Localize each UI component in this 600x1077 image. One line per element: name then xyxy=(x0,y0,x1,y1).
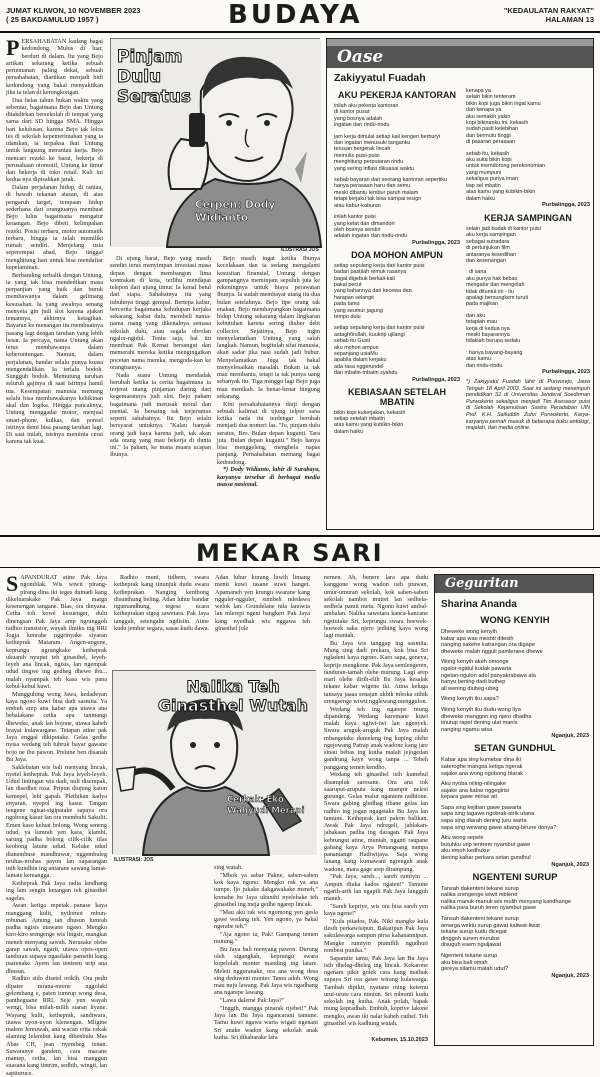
mekar-paragraph: Radhio muni, tidhem, swara ketheprak kang tinunjuk dudu swara ketheprakan. Nanging kenthong disunthung beling. Adan luhur bandar ngumandhung, tegese ncara ketheprakan sigeg sawetara. Pak Jaya tanggah, setengahe ngdisiin. Atine kudu jembar segara, sasae kudu dawa. Adan luhur kurang luwih limang menit kuwi rasane suwe banget. Apamaneh yen krungu swarane kang ngguler-ngguler, sumbeh ndedawa welok lan. Grundelane nila lanowia lan mlerepi ngeni bangkeri Pak Jaya kang nyedhak wis nggawa teh ginasthel jole xyxy=(114,574,310,632)
poem-line: setiap setelah mbatin xyxy=(334,416,385,423)
mekar-sari-title: MEKAR SARI xyxy=(196,539,384,567)
poem-line: apalagi bersungkem turuti xyxy=(466,294,529,301)
poem-line: selain bikin tenteram xyxy=(466,94,516,101)
poem-line: dalam haiku xyxy=(466,195,496,202)
poem-title: KERJA SAMPINGAN xyxy=(484,212,572,223)
mekar-paragraph: "Aja ngono ta, Pak! Gampang temen mutung." xyxy=(214,930,318,945)
poem-line: di pertunjukan film xyxy=(466,245,510,252)
poem-line: aku mohon ampun xyxy=(334,344,379,351)
poem-line: jam kerja dimulai setiap kali kengen berburyi xyxy=(334,133,441,140)
poem-signature: Purbalingga, 2023 xyxy=(412,239,460,246)
poem-line: disuguh esem nguljawat xyxy=(441,942,502,949)
poem-line: hanya perasaan haru dan semu xyxy=(334,183,411,190)
masthead-date: JUMAT KLIWON, 10 NOVEMBER 2023 xyxy=(6,6,141,15)
poem-line: atas kamu xyxy=(466,356,491,363)
cerpen-paragraph: Bejo masih ingat ketika Ibunya kecelakaan dan ia sedang mengalami kesusitan finansial, Untung dengan gampangnya meminjam sepuluh juta ke rekeningnya untuk biaya perawatan Ibunya. Ia sudah membayar utang itu dua bulan setelahnya. Bejo tipe orang tak enakan. Bejo membayangkan bagaimana hidup Untung sekarang dalam lingkaran kebutuhan karena sering diuber debt collector. Sejatinya, Bejo ingin menyelamatkan Untung yang salah langkah. Namun, begitulah sifat manusia, akan sadar jika nasi sudah jadi bubur. Menyelamatkan Juga tak bakal menyelesaikan masalah. Bukan ia tak mau membantu, tetapi ia tak punya uang sebanyak itu. Tiga minggu lagi Bejo juga mau menikah. Ia benar-benar bingung sekarang. xyxy=(217,255,320,400)
poem-line: di kantor pusat xyxy=(334,109,370,116)
cerpen-illustrator-credit: ILUSTRASI JOS xyxy=(281,247,319,253)
poem-line: sebab bayaran dari seorang kantoran sepertiku xyxy=(334,177,447,184)
poem-line: dan aku xyxy=(466,312,486,319)
poem-line: tempo dulu xyxy=(334,313,361,320)
poem-line: menghitung perputaran rindu xyxy=(334,159,404,166)
mekar-paragraph: "Sareh kepriye, wis ora bisa sareh yen kaya ngene!" xyxy=(324,902,428,917)
poem-line: nanging sakehe katrangan ora digape xyxy=(441,642,535,649)
mekar-paragraph: Bu Jaya wis tanggap ing sasmita. Mung sing dadi prekara, kok bisa Sri ngladeni kaya ngono. Karo sapa, geneya, keprije mengkone. Pak Jaya semlengeren, tanduran-tamah olehe murung. Lagi arep marl olehe dirih-elih Bu Jaya kesalak tekane kabar wigene iki. Atina keluga tansaya jaaaa senajan ukbik mboka sithik erengsenge wiwit ngglewang menggulon. xyxy=(324,639,428,705)
poem-line: tidak dituntut ini - itu xyxy=(466,288,514,295)
poem-line: Sapa sing kejiban gawe pawarta xyxy=(441,804,522,811)
cerpen-paragraph: Dalam perjalanan hidup, di rantau, di bawah tekanan atasan, di atas pengaruh target, tempaan hidup sederhana dari orangtuanya membuat Bejo lulus bagaimana mengatur keuangan. Bejo dibeti kelimpahan rezeki. Posisi terbaru, motor automatik terbaru, hingga ia telah memiliki rumah sendiri. Menjelang usia seperempat abad, Bejo tinggal menghitung hari untuk bisa mendaftar kepelaminan. xyxy=(6,184,103,271)
poem-line: atau kabur-kaburan xyxy=(334,202,381,209)
poem-line: dan kenapa ya xyxy=(466,107,502,114)
poem-line: bikin kopi kukerjakan, kekasih xyxy=(334,409,406,416)
poem-line: Dheweke wong kenyih xyxy=(441,629,497,635)
mekar-drop-cap: S xyxy=(6,571,19,596)
poem-title: AKU PEKERJA KANTORAN xyxy=(337,90,456,100)
mekar-rule-bottom xyxy=(0,567,600,568)
poem-line: dan kesenangan xyxy=(466,257,506,264)
masthead-paper: "KEDAULATAN RAKYAT" xyxy=(503,6,594,15)
poem-line: tidaklah berupa sedalu xyxy=(466,338,521,345)
poem-line: Wong kenyih iku sapa? xyxy=(441,696,499,703)
oase-column-right xyxy=(466,88,590,432)
masthead-paper-block xyxy=(504,6,594,25)
poem-line: sudah pasti kelebihan xyxy=(466,126,519,133)
mekar-title: Nalika Teh Ginasthel Wutah xyxy=(157,677,309,715)
oase-poet-name: Zakiyyatul Fuadah xyxy=(334,72,426,84)
poem-line: terusan bergerak lincah xyxy=(334,146,391,153)
poem-line: atas kamu yang kubikin-bikin xyxy=(334,422,404,429)
poem-line: pada tamu xyxy=(334,301,360,308)
poem-signature: Purbalingga, 2023 xyxy=(542,369,590,376)
poem-line: yang bosnya adalah xyxy=(334,115,383,122)
poem-line: mengatur dan mengolah xyxy=(466,282,525,289)
poem-line: yang seumur jagung xyxy=(334,307,383,314)
poem-line: Aku nyoba niling-nilingake xyxy=(441,781,506,788)
poem-line: sapa sing wewang gawe abang-birune donya? xyxy=(441,824,557,831)
poem-line: setiap sepulang kerja dari kantor puisi xyxy=(334,262,425,269)
cerpen-drop-cap: P xyxy=(6,35,20,60)
mekar-paragraph: Bu Jaya bali menyang pawon. Durung oleh sigangkah, keprungu swara kopelolah monter manding ing latare. Meleti ngguranake, ora ana wong desa sing deduweni monter. Tamu adoh. Wong mau nuju lawang. Pak Jaya wis ngadhang ana ngarepe lawang. xyxy=(214,945,318,997)
poem-line: Tansah dakenteni tekane surup xyxy=(441,885,519,892)
poem-line: Tansah dakenteni tekane surup xyxy=(441,916,519,922)
geguritan-poet-name: Sharina Ananda xyxy=(441,599,517,610)
poem-line: Wong kenyih akeh omonge xyxy=(441,659,509,666)
poem-line: ngetan-ngulon adol panyakrabawa ala xyxy=(441,672,536,679)
mekar-paragraph: Awan ketiga mpetak panase kaya manggang kulit, nyilomot mbun-mbunan. Amung tan dhusun lumrah padha ngisis utawane ngaso. Mengko kiro-kiro srengenge wis lingsir, mangkat meneh menyang sawah. Nerusake olehe garap sawah, ngarit, utawa opos-open tanduran supaya ngasilake pamethi kang marenake. Ayem lan tentrem urip ana dhusun. xyxy=(6,902,107,975)
poem-title: SETAN GUNDHUL xyxy=(474,743,556,755)
poem-line: yang ketat dan dimandori xyxy=(334,220,395,227)
mekar-paragraph: "Lawa dalemé Pak Jaya?" xyxy=(220,997,285,1004)
poem-line: antaranya kesedihan xyxy=(466,251,517,258)
cerpen-byline: Cerpen: Dody Widianto xyxy=(195,199,276,224)
poem-line: yang bahannya dari kecewa dan xyxy=(334,288,412,295)
cerpen-title: Pinjam Dulu Seratus xyxy=(117,47,191,107)
cerpen-paragraph: Berbanding terbalik dengan Untung, ia yang tak bisa mendedikan masa perpanjian yang baik dan buruk membawanya dalam gelimang kesusahan. Ia yang awalnya senang menyeta gin judi slot karena ajakan temannya, akhirnya ketagihan. Bayaran ke menangan itu membuatnya pasang lagi dengan taruhan yang lebih besar. Ia percaya, nama Untung akan terus membawanya dalam keberuntungan. Namun, dalam perjalanan, bandar selalu punya kuasa mengendalikan. Ia terlalu bodoh. Sungguh bodoh. Memutung taruhan seluruh gajinya di saat istrinya hamil tua. Kesempatan manusia memang selalu bisa membawakanya kebikinan akal dan logika. Hingga puncaknya, Untung menggadai motor, menjual smart-phone, kulkas, dan ponsel istrinya demi bisa pasang taruhan lagi. Di saat inilah, istrinya meminta cerai karena tak kuat. xyxy=(6,271,103,446)
poem-line: sekaligus punya iman xyxy=(466,176,518,183)
poem-line: astaghfirullah, kuukrip ujilangi xyxy=(334,331,405,338)
section-title: BUDAYA xyxy=(228,0,363,30)
poem-line: tinutup rapet dening ulat manis xyxy=(441,720,518,727)
poem-title: KEBIASAAN SETELAH MBATIN xyxy=(347,386,446,407)
poem-line: memulis puisi-puisi xyxy=(334,152,380,159)
poem-line: kepara gawe mirise ati xyxy=(441,794,497,801)
poem-signature: Purbalingga, 2023 xyxy=(542,201,590,208)
poem-line: dheweke manggon ing njero dhadha xyxy=(441,713,532,720)
poem-line: selain jadi budak di kantor puisi xyxy=(466,225,541,232)
poem-line: yang mumpuni xyxy=(466,169,502,176)
poem-line: sateroghe mangsa ketiga ngerak xyxy=(441,763,523,770)
poem-line: tetaplah mau xyxy=(466,319,498,326)
poem-line: nanging ngamu wisa xyxy=(441,726,493,733)
poem-title: DOA MOHON AMPUN xyxy=(351,249,443,260)
poem-line: tiap sel mbatin xyxy=(466,182,501,189)
mekar-paragraph: nemen. Ah, benere lara apa dudu kanggone wong wadon isih prawan, umur-umuran sekolah, kok saben-saben sekolah nambot mutret lan sedhela-sedhela pamit metu. Ngono kuwi ambal-ambalan. Nalika sawetara kanca-kancane ngetutake Sri, keprungu swara hoewek-hoewek saka njero jedhing kaya wong lagi muntah. xyxy=(324,574,428,639)
poem-line: kenapa ya xyxy=(466,88,491,94)
cerpen-column-2 xyxy=(110,255,211,526)
poem-line: pada majikan xyxy=(466,301,499,308)
mekar-paragraph: sing wutah. xyxy=(214,864,243,871)
mekar-byline: Cerkak: Eko Wahyudi Merapi xyxy=(227,795,305,816)
mekar-paragraph: Wedang teh ginasthel isih kumebul disampluk sarosane. Ora ana tok saaruput-aruputa kang mampir nelesi gurunge. Gelas malur ngantem radhione. Swara gabing gludhag tibane gelas lan radhio ing jogan ngagetake Bu Jaya lan tamune. Ketheprak kari pakon balikan. Awak Pak Jaya ndregeli, jablakan-jabakaan padha ing daragan. Pak Jaya kebrungut atine, muntab, nganti raupane gabang kaya Arya Penangsang nampa panantange Hadiwijaya. Saja wong lanang kang kumawani ngrengeh anak wadone, mara gage arep dirampung. xyxy=(324,771,428,873)
mekar-paragraph: "Mau aku rak wis ngomong yen gesla gawe wedang teh. Yen ngono, ya bakal ngerabe teh." xyxy=(214,908,318,930)
poem-signature: Nganjuk, 2023 xyxy=(551,972,589,979)
poem-line: apabila dalam kerjaku xyxy=(334,357,387,364)
oase-band xyxy=(327,39,593,46)
poem-line: nalika manuk-manuk wis mulih menyang kandhange xyxy=(441,898,571,905)
poem-line: ingatan dan rindu-rindu xyxy=(334,122,390,129)
poem-signature: Nganjuk, 2023 xyxy=(551,733,589,740)
poem-line: oleh bosnya sendiri xyxy=(334,226,381,233)
poem-line: gereya silamu malah udut? xyxy=(441,966,509,973)
poem-line: nalika para buruh leren nyambut gawe xyxy=(441,905,537,912)
cerpen-paragraph: Di ujung barat, Bejo yang masih sendiri terus menyimpan investasi masa depan dengan membangun lima kontrakan di kota, terlihu mendapat telepon dari ujung timur. Ia kenal betul dari siapa. Sahabatnya itu yang tubuhnya tinggi gempal. Bertepa kabar, bercerita bagaimana kehidupan kerjaka sekarang, kabar dulu, membeli nama-nama ruang yang dikenalnya semasa sekolah dulu, atau segala obrolan ngalor-ngidul. Tentu saja, hal itu membuat Pak Kemat bersangut dan memerahi mereka ketika mengingatkan pocetan nama mereka, mengoda-kan ke orangtuanya. xyxy=(110,255,211,371)
poem-line: dening kabar perkara setan gundhul xyxy=(441,855,531,862)
poem-line: amarga wektu surup gawat kaliwat-liwat xyxy=(441,922,540,929)
poem-line: adalah ingatan dan rindu-rindu xyxy=(334,233,408,240)
poem-line: aku punya hak bebas xyxy=(466,275,518,282)
poem-title: WONG KENYIH xyxy=(480,615,550,626)
poem-line: all wening diubeg-ubeg xyxy=(441,685,499,692)
mekar-paragraph: Sapamite tamu, Pak Jaya lan Bu Jaya isih dheleg-dheleg ing lincak. Kekarone ngenam pikir golek cara kang mathuk supaya Sri ora gawe wirang kulawarga. Tambah dipikir, nyatane ming ketemu urut-urute cara nuntun. Sri mbrenti kudu sekolah ing kutha. Anak polah, bapak mung kepradhah. Embuh, keprive lakone mengko, awan iki nalar kabeh cuthel. Teh ginasthel wis kadhung wutah. xyxy=(324,954,428,1027)
cerpen-illustration xyxy=(110,38,320,246)
poem-line: untuk memdorong perekonomian xyxy=(466,163,546,170)
poem-line: aku emoh kedhukur xyxy=(441,848,491,855)
mekar-paragraph: "Mbok ya sabar Pakne, saben-saben kok kaya ngono. Mengko rak ya ana tumpe. Ijo jukake dakgawakake meneh," krenahe bu Jaya ukunihi nyelehake teh ginasthel ing meja gedhe ngarep lincak. xyxy=(214,871,318,908)
mekar-column-3 xyxy=(324,574,428,1036)
poem-line: sebab itu, kekasih xyxy=(466,150,510,157)
poem-line: yang sering inflasi dikuasai waktu xyxy=(334,165,415,172)
poem-line: dinggoh surem murubsi xyxy=(441,935,500,942)
cerpen-paragraph: Dua belas tahun bukan waktu yang sebentar, bagaimana Bejo dan Untung ditakdirkan bersekolah di tempat yang sama dari SD hingga SMA. Hingga hari kelulusan, karena Bejo tak lolos tes di sekolah kepemerintahan yang ia idamkan, ia terpaksa ikut Untung untuk langsung merantau kerja. Bejo mencari rezeki ke barat, bekerja di perusahaan otomotif, Untung ke timur dan bekerja di toko retail. Kali ini kedua nya dipisahkan jarak. xyxy=(6,96,103,184)
poem-signature: Purbalingga, 2023 xyxy=(412,376,460,383)
poem-line: sepanjang usiaMu xyxy=(334,351,378,357)
oase-bio: *) Zakiyyatul Fuadah lahir di Purworejo, Jawa Tengah 18 April 2003. Saat ini sedang menempuh pendidikan S1 di Universitas Jenderal Soedirman Purwokerto sekaligus menjadi Tim Asesasor puisi di Sekolah Kepenulisan Sastra Peradaban UIN Prof. K.H. Saifuddin Zuhri Purwokerto. Karya-karyanya pernah masuk di beberapa buku antologi, majalah, dan media online. xyxy=(466,379,590,432)
poem-line: sajake ana wong ngobong blarak xyxy=(441,770,524,777)
masthead-page: HALAMAN 13 xyxy=(545,15,594,25)
mekar-rule-top xyxy=(0,535,600,537)
geguritan-poems xyxy=(441,615,589,979)
poem-line: dan mbatin-mbatin syahdu xyxy=(334,370,398,377)
masthead-rule xyxy=(0,31,600,33)
mekar-illustration xyxy=(112,670,316,854)
cerpen-paragraph: ERSAHABATAN kadang bagai kedondong. Mulus di luar, berduri di dalam. Itu yang Bejo artikan sekarang ketika sebuah pertemanan paling dekat, sebuah persahabatan, diartikan menjadi bidi kedondong yang bakal menyakitkan jika ia telan di kerongkongan. xyxy=(6,38,103,96)
poem-line: aku bisa bali omah xyxy=(441,959,488,966)
mekar-signature: Kebumen, 15.10.2023 xyxy=(371,1037,428,1043)
poem-line: Ngenteni tekane surup xyxy=(441,952,498,959)
mekar-paragraph: "Pak Jaya, sareh..., sareh rumiyin ... Ampun diuka kados ngaten!" Tamune ngarih-arih lan ngapili Pak Jaya lungguh maneh. xyxy=(324,873,428,902)
mekar-column-2-top xyxy=(114,574,310,668)
poem-line: nalika srengenge wiwit mbleret xyxy=(441,892,518,899)
mekar-column-2-lower xyxy=(214,864,318,1046)
cerpen-paragraph: Nada suara Untung mendadak berubah ketika ia cerita bagaimana ia terjerat utang pinjaman daring dari kegemarannya judi slot. Bejo paham bagaimana judi merusak moral dan mental. Ia bersaing tak terjerumus seperti sahabatnya. Itu Bejo selalu bersyarat untuknya. "Kalau banyak orang jadi kaya karena judi, tak akan ada orang yang mau bekerja di dunia ini." Ia paham, ke mana muara ucapan Ibunya. xyxy=(110,371,211,459)
mekar-paragraph: Ketheprak Pak Jaya radia landhang ing lam sengin ketangan teh ginasthel sagelas. xyxy=(6,880,107,902)
cerpen-column-3 xyxy=(217,255,320,526)
poem-line: Kabar apa sing kumebar dina iki xyxy=(441,757,521,764)
poem-line: tetapi kerjaku tak bisa sampai resign xyxy=(334,196,422,203)
masthead-date-block xyxy=(6,6,140,25)
poem-line: Aku wong sepele xyxy=(441,835,484,842)
poem-line: dheweke malah ngguli pamlerane dhewe xyxy=(441,648,543,655)
mekar-column-1 xyxy=(6,571,107,1077)
masthead-jawa-date: ( 25 BAKDAMULUD 1957 ) xyxy=(6,15,99,25)
poem-line: sapa sing diarah dening juru warta xyxy=(441,818,527,825)
mekar-paragraph: "Kula pitados, Pak. Niki mangke kula tlesih perkawisipun. Bakatipun Pak Jaya sakulawarga sampun pirsa kahanannipun. Mangke rumiyin pramilih ngudhuri rembesi punika." xyxy=(324,917,428,954)
poem-line: dan bermutu tinggi xyxy=(466,132,511,139)
poem-line: Wong kenyih iku dudu wong liya xyxy=(441,706,521,713)
poem-title: NGENTENI SURUP xyxy=(472,871,558,883)
poem-line: ada rasa nggerundel xyxy=(334,363,384,370)
cerpen-paragraph: Kini persahabatannya diuji dengan sebuah kalimat di ujung telpur sana ketika nada itu terdengar berubah menjadi dua nomeri las. "Jo, pinjam dulu seratus, Bro. Bulan depan kuganti. Tara juta. Bulan depan kuganti." Bejo hanya bisa menggeleng, menghela napas panjang. Pernahabatan memang bagai kedondong. xyxy=(217,400,320,466)
poem-line: sebab itu Gusti xyxy=(334,338,370,345)
oase-column-left xyxy=(334,90,460,435)
poem-line: harapan selangit xyxy=(334,294,374,301)
poem-line: di pasaran perasaan xyxy=(466,139,516,146)
mekar-paragraph: APANDURAT atine Pak Jaya ngomblak. Wis wiwit pirang-pirang dina iki teges dumadi kang dikeluarakake Pak Jaya marga kesenengan tangane. Blas, ora dinyana. Cetha toh kowé kesuenger, dulu dinengsan Pak Jaya amp ngrunggoh radhio transistor, wayah ilmiku ing RRI Jogja lumrahe nggrinyake siyaran ketheprak Mataram. Angen-angene, keprungu ngrungkake ketheprak ukuanih nyuput teh ginasthel, leyeh-leyeh ana lincak, ngisis, lan ngempak udud tingwe ing gedheg dhewe ibu... malah nyampak teh kasa wis pana kebul-kebul kuwi. xyxy=(6,574,107,690)
mekar-paragraph: Wedang teh ing ngarepe mung dipandeng. Wedang karemane kuwi malah kaya ngiwi-iwi lan ngenyek. Swara aruguk-aruguk Pak Jaya malah mbangetake dumeleng ing kuping olehe ngejowang Patrap anak wadone kang jare sinau bebas ing kutha malah jejogedan gandrung kaye wong tanpa ... Tebeh panggang temen kendho. xyxy=(324,705,428,771)
poem-line: : di sana xyxy=(466,269,487,276)
mekar-paragraph: "Inggih, mangga pinarak rijebet!" Pak Jaya lan Bu Jaya ngancarani tamune. Tamu kuwi ngawa warta wigati ngenani Sri anake wadon kang sekolah anak kutha. Sri dikabarake lara xyxy=(214,1004,318,1041)
poem-line: badan pastilah remuk rasanya xyxy=(334,269,407,276)
mekar-paragraph: Mungguhing wong Jawa, kedadeyan kaya ngono kuwi bisa dadi sasmita. Ya embuh arep ana kabar apa utawa ana bebalakane cetha apa tanmangi dheweke, anak lan bojone, utawa kabeh brayat kulawargane. Tetapan atine pak Jaya enggal dikiputake. Gelas gedhe nyisa wedang teh tubruk bayar gawane bojo ne ibu pawon. Prelune ben disanah Bu Jaya. xyxy=(6,690,107,763)
poem-line: kabar apa wae meshti ditesih xyxy=(441,635,514,642)
poem-line: meski dibantu lembur paruh malam xyxy=(334,189,419,196)
poem-line: tekane surup kudu dicegat xyxy=(441,929,507,936)
poem-line: meski bayarannya xyxy=(466,332,510,338)
mekar-paragraph: Saklebatan wis bali menyang lincak, nyetel ketheprak. Pak Jaya leyeh-leyeh. Udud lintingan wis dadi, nuli disempak, lan disedhot rosa. Pripun diujung katon kemepel, lebi gapah. Plethikan kadya enyaran, nyepol ing kasur. Tangan tengene ngisat-sigipatake sapaya ora ngobong kasur lan ora membuhi Sakulit. Emen kaso keluat bolong. Wong seneng udud, ya lumrah yen kaos, klambi, sarung padha bolong cilik-cilik tilas keobong latune udud. Keluke udud dianembuse mandhuwur, nggembuleg nruhas-nruhas payon lan saparangan inih kundhin ing antarane sawang lamat-lamate kemangga. xyxy=(6,763,107,880)
oase-banner: Oase xyxy=(327,46,593,68)
geguritan-banner: Geguritan xyxy=(435,575,593,593)
poem-line: banyu bening dadi buthep xyxy=(441,679,506,686)
poem-line: aku semakin yakin xyxy=(466,113,511,120)
mekar-paragraph: Radhio sido disetel orikih. Ora pedu dipater mrana-mrene nggolaki gelombang e, paten tumrup wong desa, pantheguane RRI. Seje yen wayah wengi, bisa milah-milih siaran liyane. Wayang kulit, ketheprak, sandiwara, utawa uyon-uyon klenengan. Mligine malem Jemuwah, ana wacan crita cekak alaming lelembut kang dibenbulu Mas Abas CH, jean nyembeg tenan. Suwaranye gandem, cara macane mantep, cetha, lan bisa manggun suasana kang tintrim, sedhih, wingit, lan sapituruce. xyxy=(6,975,107,1077)
poem-line: dan rindu-rindu xyxy=(466,362,503,369)
poem-line: pakai pecut xyxy=(334,281,362,288)
poem-line: dan ingatan menusuki tanganku xyxy=(334,140,411,147)
poem-line: inilah kantor puisi xyxy=(334,214,376,221)
poem-line: bagai digebuk berkali-kali xyxy=(334,275,395,282)
poem-line: sajake ana kabar nggegirisi xyxy=(441,787,510,794)
poem-line: setiap sepulang kerja dari kantor puisi xyxy=(334,325,425,332)
poem-line: sebagai sutradara xyxy=(466,238,510,245)
poem-line: aku suka bikin kopi xyxy=(466,157,512,164)
poem-line: aku kerja sampingan xyxy=(466,232,516,239)
poem-line: kerja di kedua nya xyxy=(466,325,510,332)
poem-line: sapa sing tagawe ngobrak-atrik utana xyxy=(441,811,535,818)
cerpen-author-note: *) Dody Widianto, lahir di Surabaya, karyanya tersebar di berbagai media massa nasional. xyxy=(217,466,320,488)
poem-line: bikin kopi juga bikin ingat kamu xyxy=(466,100,541,107)
mekar-illustrator-credit: ILUSTRASI: JOS xyxy=(114,857,154,863)
poem-line: : hanya bayang-bayang xyxy=(466,349,523,356)
poem-signature: Nganjuk, 2023 xyxy=(551,861,589,868)
poem-line: butuhku urip tentrem nyambut gawe xyxy=(441,841,531,848)
poem-line: ngalor-ngidul kudak pawarta xyxy=(441,665,512,672)
poem-line: kopi bikinanku ini, kekasih xyxy=(466,120,529,127)
cerpen-column-1 xyxy=(6,35,103,526)
poem-line: inilah aku pekerja kantoran xyxy=(334,103,399,109)
poem-line: dalam haiku xyxy=(334,428,364,435)
poem-line: atas kamu yang kubikin-bikin xyxy=(466,189,536,196)
